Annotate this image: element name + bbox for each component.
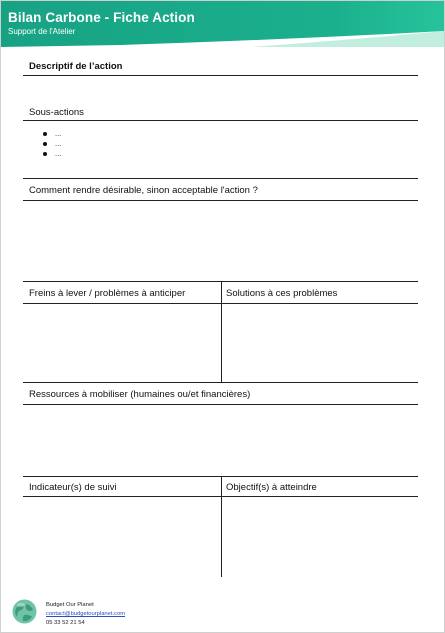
header-banner: [1, 1, 444, 47]
section-title-sous-actions: Sous-actions: [29, 107, 84, 118]
footer-org-name: Budget Our Planet: [46, 602, 94, 608]
divider: [23, 404, 418, 405]
globe-leaf-icon: [11, 598, 38, 625]
column-divider: [221, 281, 222, 382]
page-subtitle: Support de l'Atelier: [8, 27, 76, 36]
section-title-ressources: Ressources à mobiliser (humaines ou/et financières): [29, 389, 251, 400]
footer-email-link[interactable]: contact@budgetourplanet.com: [46, 611, 126, 617]
divider: [23, 120, 418, 121]
page-title: Bilan Carbone - Fiche Action: [8, 10, 195, 25]
section-title-objectifs: Objectif(s) à atteindre: [226, 482, 317, 493]
divider: [23, 382, 418, 383]
footer-phone: 05 33 52 21 54: [46, 620, 85, 626]
section-title-indicateurs: Indicateur(s) de suivi: [29, 482, 117, 493]
list-item: ...: [41, 129, 61, 139]
section-title-freins: Freins à lever / problèmes à anticiper: [29, 288, 186, 299]
column-divider: [221, 476, 222, 577]
section-title-solutions: Solutions à ces problèmes: [226, 288, 338, 299]
divider: [23, 200, 418, 201]
list-item: ...: [41, 149, 61, 159]
section-title-descriptif: Descriptif de l’action: [29, 61, 123, 72]
list-item: ...: [41, 139, 61, 149]
divider: [23, 75, 418, 76]
divider: [23, 178, 418, 179]
section-title-desirable: Comment rendre désirable, sinon acceptable l'action ?: [29, 185, 258, 196]
sous-actions-list: [41, 129, 61, 159]
